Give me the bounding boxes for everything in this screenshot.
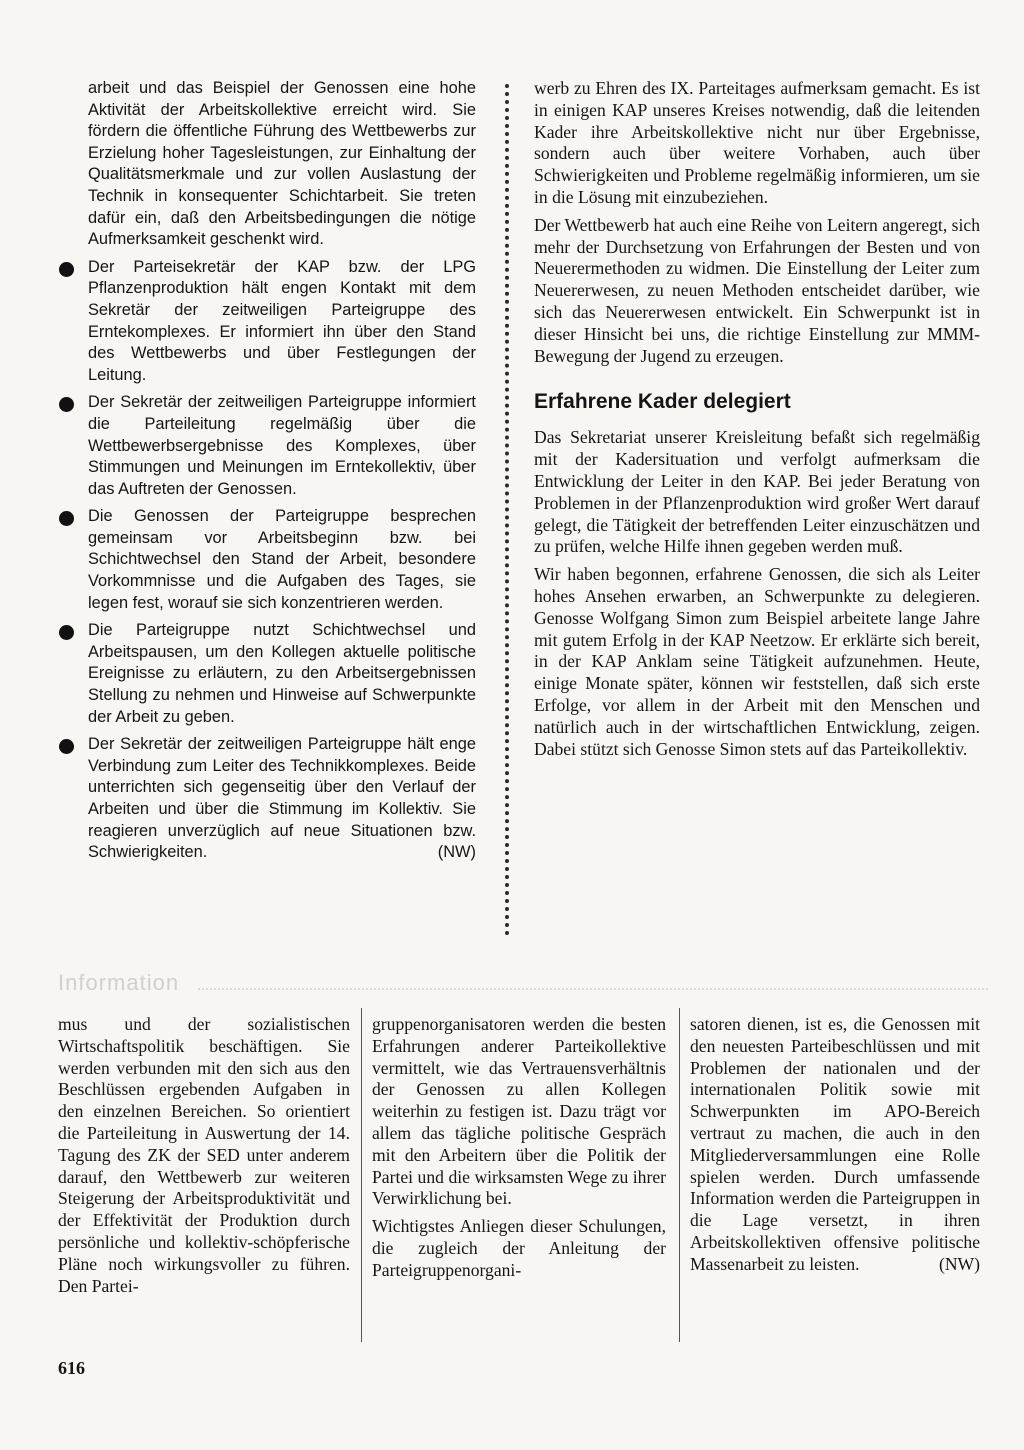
- paragraph: Der Wettbewerb hat auch eine Reihe von Leitern angeregt, sich mehr der Durchsetzung von Erfahrungen der Besten und von Neuerermethoden zu widmen. Die Einstellung der Leiter zum Neuererwesen, zu neuen Methoden entscheidet darüber, wie sich das Neuererwesen entwickelt. Ein Schwerpunkt ist in dieser Hinsicht bei uns, die richtige Einstellung zur MMM-Bewegung der Jugend zu erzeugen.: [534, 214, 980, 366]
- paragraph: werb zu Ehren des IX. Parteitages aufmerksam gemacht. Es ist in einigen KAP unseres Kreises notwendig, daß die leitenden Kader ihre Arbeitskollektive nicht nur über Ergebnisse, sondern auch über weitere Vorhaben, auch über Schwierigkeiten und Probleme regelmäßig informieren, um sie in die Lösung mit einzubeziehen.: [534, 78, 980, 207]
- bullet-item: [58, 506, 476, 614]
- bullet-text-body: Der Sekretär der zeitweiligen Parteigruppe hält enge Verbindung zum Leiter des Technikkomplexes. Beide unterrichten sich gegenseitig über den Verlauf der Arbeiten und über die Stimmung im Kollektiv. Sie reagieren unverzüglich auf neue Situationen bzw. Schwierigkeiten.: [88, 735, 476, 862]
- bullet-item: [58, 392, 476, 500]
- column-divider: [679, 1008, 680, 1342]
- bullet-dot-icon: [59, 262, 74, 277]
- dotted-separator: [198, 988, 988, 990]
- information-label: Information: [58, 970, 180, 995]
- column-top-right: [534, 78, 980, 760]
- bullet-item: [58, 257, 476, 387]
- dotted-column-divider: [505, 84, 509, 936]
- column-bottom-3: [690, 1014, 980, 1276]
- bullet-dot-icon: [59, 511, 74, 526]
- paragraph-body: satoren dienen, ist es, die Genossen mit den neuesten Parteibeschlüssen und mit Problemen der nationalen und der internationalen Politik sowie mit Schwerpunkten im APO-Bereich vertraut zu machen, die auch in den Mitgliederversammlungen eine Rolle spielen werden. Durch umfassende Information werden die Parteigruppen in die Lage versetzt, in ihren Arbeitskollektiven offensive politische Massenarbeit zu leisten.: [690, 1014, 980, 1274]
- bullet-text: Die Genossen der Parteigruppe besprechen gemeinsam vor Arbeitsbeginn bzw. bei Schichtwechsel den Stand der Arbeit, besondere Vorkommnisse und die Aufgaben des Tages, sie legen fest, worauf sie sich konzentrieren werden.: [88, 507, 476, 612]
- information-band: [58, 970, 988, 1000]
- paragraph: Wichtigstes Anliegen dieser Schulungen, die zugleich der Anleitung der Parteigruppenorgani-: [372, 1216, 666, 1280]
- page-number: 616: [58, 1358, 85, 1378]
- column-bottom-2: [372, 1014, 666, 1282]
- paragraph: Das Sekretariat unserer Kreisleitung befaßt sich regelmäßig mit der Kadersituation und verfolgt aufmerksam die Entwicklung der Leiter in den KAP. Bei jeder Beratung von Problemen in der Pflanzenproduktion wird großer Wert darauf gelegt, die Tätigkeit der betreffenden Leiter einzuschätzen und zu prüfen, welche Hilfe ihnen gegeben werden muß.: [534, 427, 980, 557]
- paragraph: Wir haben begonnen, erfahrene Genossen, die sich als Leiter hohes Ansehen erwarben, an Schwerpunkte zu delegieren. Genosse Wolfgang Simon zum Beispiel arbeitete lange Jahre mit gutem Erfolg in der KAP Neetzow. Er erklärte sich bereit, in der KAP Anklam seine Tätigkeit aufzunehmen. Heute, einige Monate später, können wir feststellen, daß sich erste Erfolge, vor allem in der Arbeit mit den Menschen und natürlich auch in der wirtschaftlichen Entwicklung, zeigen. Dabei stützt sich Genosse Simon stets auf das Parteikollektiv.: [534, 564, 980, 759]
- bullet-list: [58, 257, 476, 864]
- paragraph: mus und der sozialistischen Wirtschaftspolitik beschäftigen. Sie werden verbunden mit den sich aus den Beschlüssen ergebenden Aufgaben in den einzelnen Bereichen. So orientiert die Parteileitung in Auswertung der 14. Tagung des ZK der SED unter anderem darauf, den Wettbewerb zur weiteren Steigerung der Arbeitsproduktivität und der Effektivität der Produktion durch persönliche und kollektiv-schöpferische Pläne noch wirkungsvoller zu führen. Den Partei-: [58, 1014, 350, 1296]
- paragraph: [690, 1014, 980, 1276]
- column-divider: [361, 1008, 362, 1342]
- paragraph-intro: arbeit und das Beispiel der Genossen eine hohe Aktivität der Arbeitskollektive erreicht wird. Sie fördern die öffentliche Führung des Wettbewerbs zur Erzielung hoher Tagesleistungen, zur Einhaltung der Qualitätsmerkmale und zur vollen Auslastung der Technik in konsequenter Schichtarbeit. Sie treten dafür ein, daß den Arbeitsbedingungen die nötige Aufmerksamkeit geschenkt wird.: [88, 79, 476, 249]
- bullet-text: Der Sekretär der zeitweiligen Parteigruppe informiert die Parteileitung regelmäßig über die Wettbewerbsergebnisse des Komplexes, über Stimmungen und Meinungen im Erntekollektiv, über das Auftreten der Genossen.: [88, 393, 476, 498]
- bullet-item: [58, 620, 476, 728]
- paragraph: gruppenorganisatoren werden die besten Erfahrungen anderer Parteikollektive vermittelt, wie das Vertrauensverhältnis der Genossen zu allen Kollegen weiterhin zu festigen ist. Dazu trägt vor allem das tägliche politische Gespräch mit den Arbeitern über die Politik der Partei und die wirksamsten Wege zu ihrer Verwirklichung bei.: [372, 1014, 666, 1209]
- column-bottom-1: [58, 1014, 350, 1297]
- bullet-dot-icon: [59, 739, 74, 754]
- bullet-text: [88, 734, 476, 864]
- bullet-text: Die Parteigruppe nutzt Schichtwechsel und Arbeitspausen, um den Kollegen aktuelle politische Ereignisse zu erläutern, zu den Arbeitsergebnissen Stellung zu nehmen und Hinweise auf Schwerpunkte der Arbeit zu geben.: [88, 621, 476, 726]
- signature: (NW): [938, 1253, 980, 1274]
- bullet-text: Der Parteisekretär der KAP bzw. der LPG Pflanzenproduktion hält engen Kontakt mit dem Sekretär der zeitweiligen Parteigruppe des Erntekomplexes. Er informiert ihn über den Stand des Wettbewerbs und über Festlegungen der Leitung.: [88, 257, 476, 384]
- column-top-left: [58, 78, 476, 870]
- bullet-item: [58, 734, 476, 864]
- bullet-dot-icon: [59, 625, 74, 640]
- section-heading: Erfahrene Kader delegiert: [534, 390, 791, 414]
- bullet-dot-icon: [59, 397, 74, 412]
- signature: (NW): [437, 843, 476, 862]
